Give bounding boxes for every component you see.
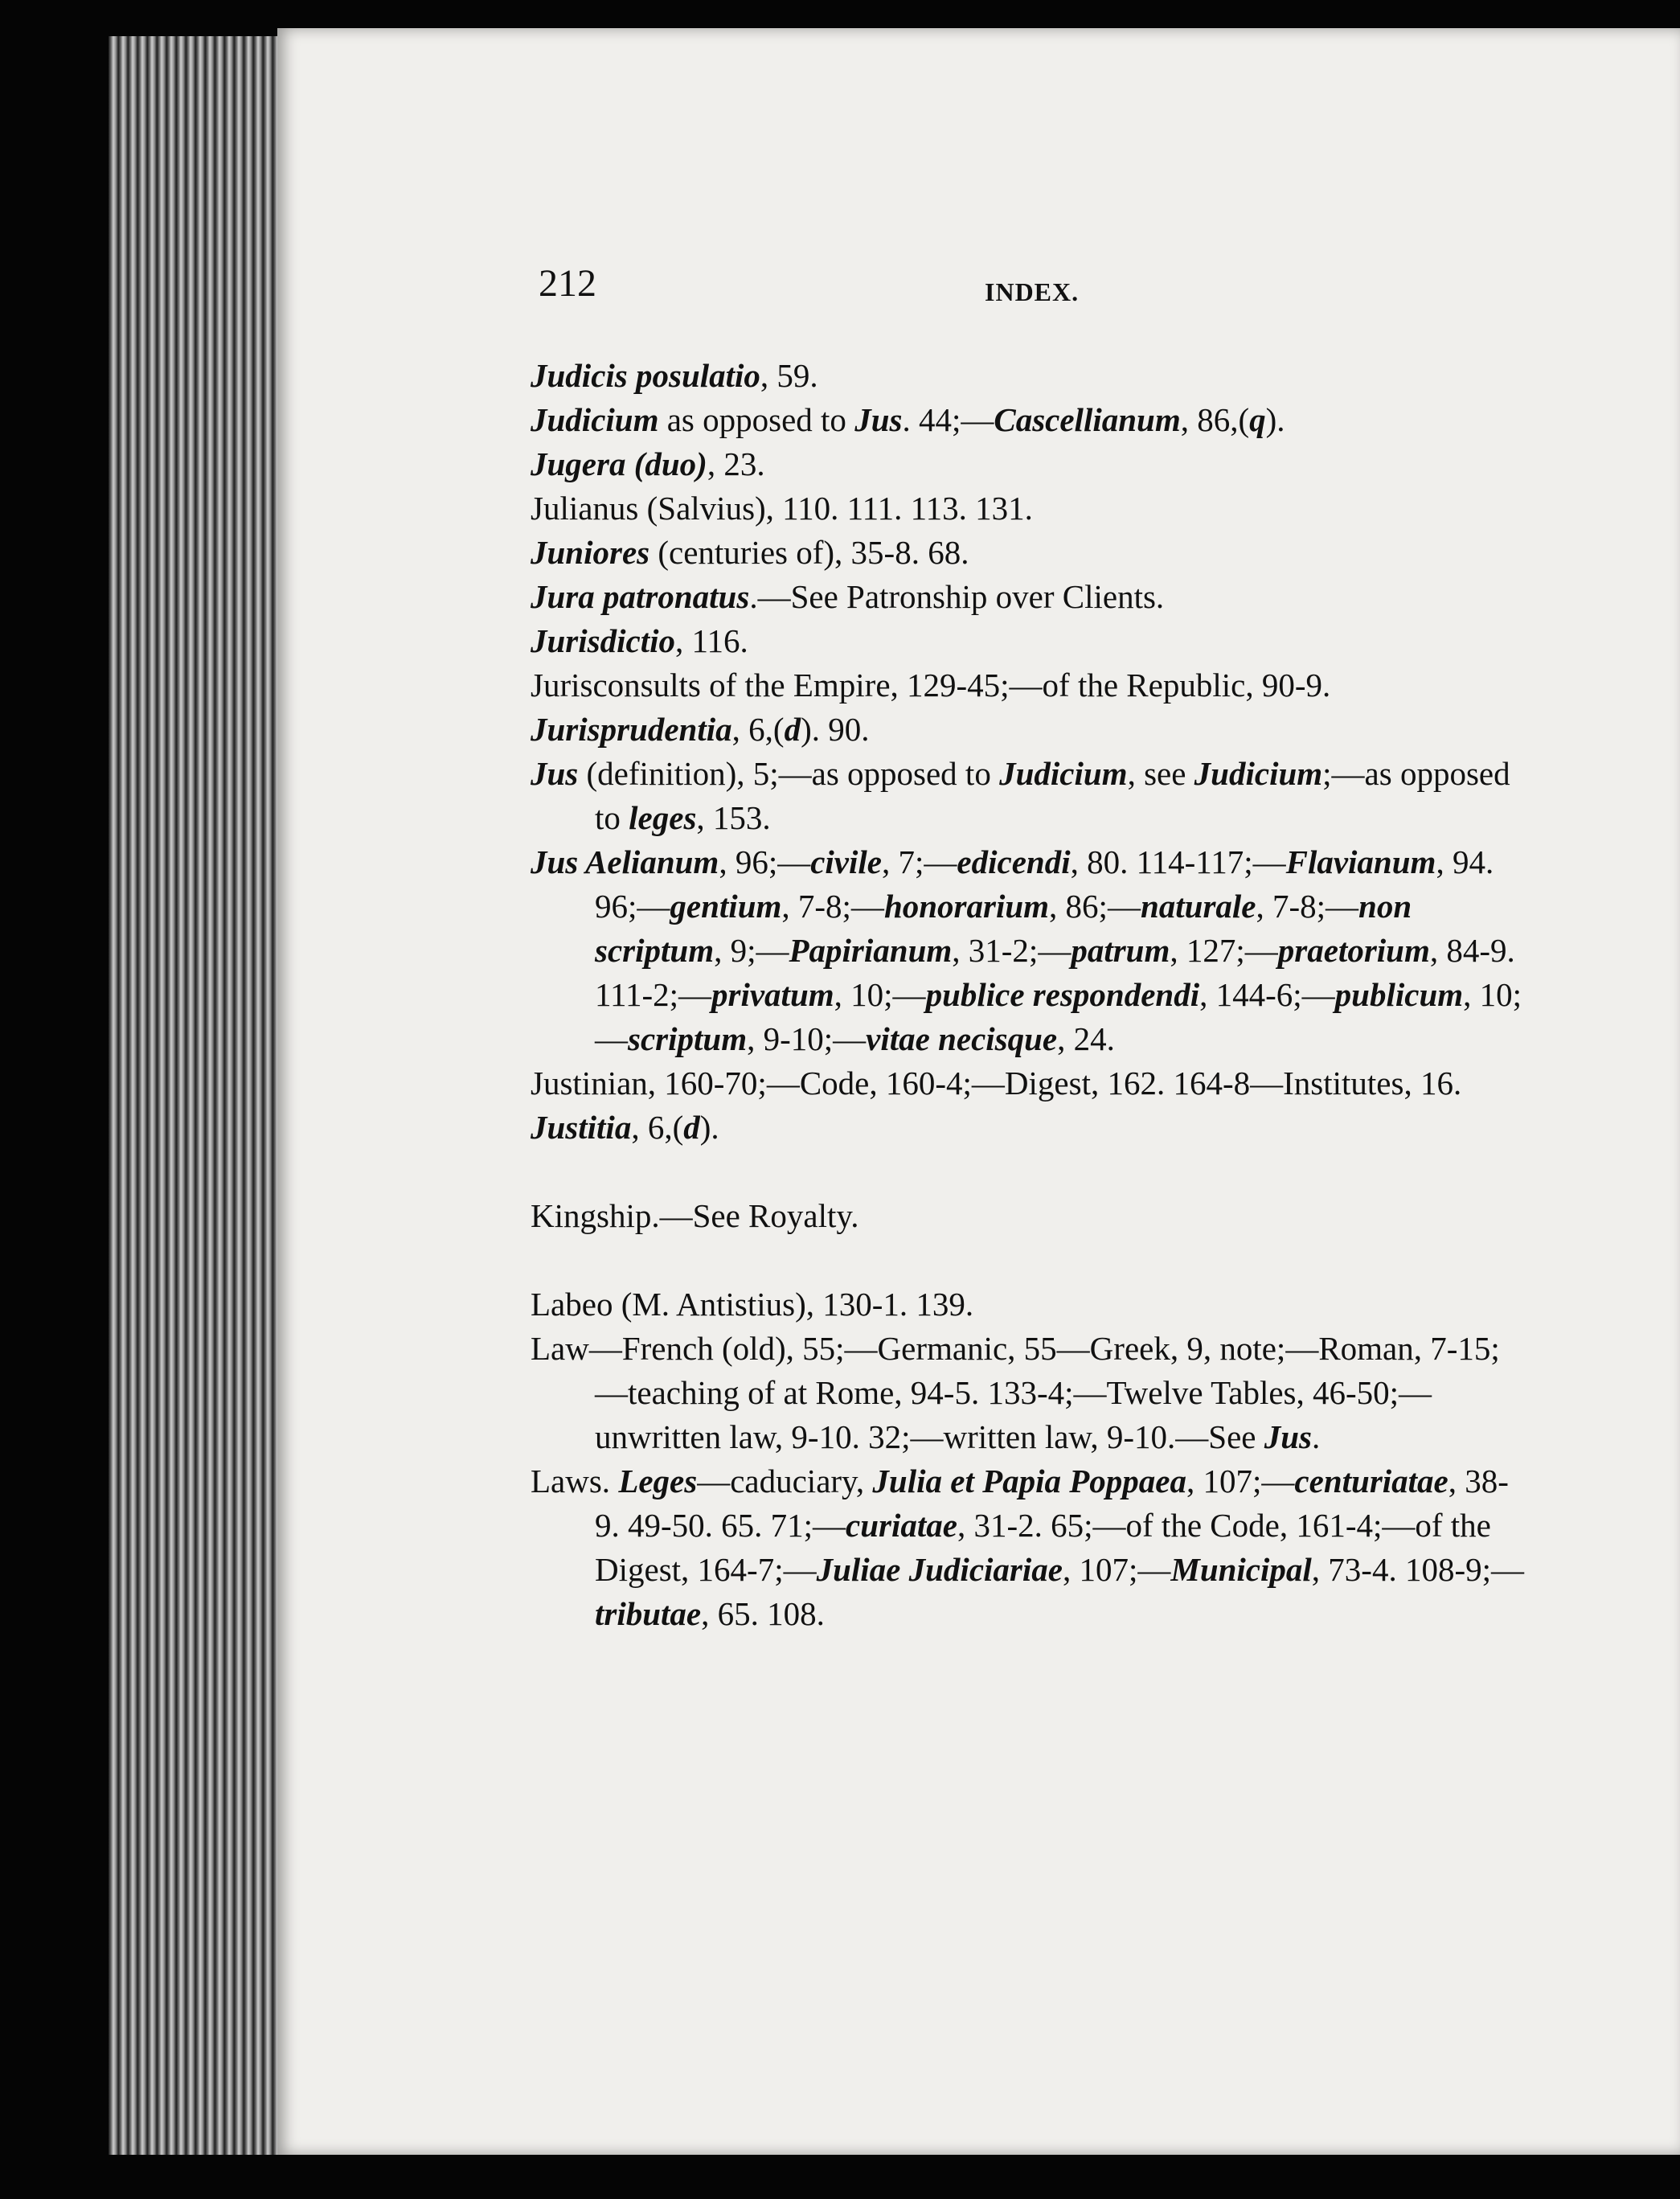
italic-term: d [683, 1109, 700, 1146]
entry-text: , 38-9. 49-50. 65. 71;— [595, 1463, 1509, 1544]
italic-term: Jurisprudentia [531, 711, 732, 748]
entry-text: , 80. 114-117;— [1070, 843, 1286, 880]
italic-term: privatum [711, 976, 834, 1013]
entry-text: , 6,( [631, 1109, 684, 1146]
italic-term: scriptum [628, 1020, 748, 1057]
index-entry [531, 840, 1531, 1061]
entry-text: ). [1265, 401, 1285, 438]
entry-text: , 31-2. 65;—of the Code, 161-4;—of the Digest, 164-7;— [595, 1507, 1491, 1588]
italic-term: Jus [854, 401, 903, 438]
entry-text: , 127;— [1170, 932, 1278, 969]
entry-text: —caduciary, [697, 1463, 873, 1500]
index-entry [531, 663, 1531, 708]
entry-text: , 73-4. 108-9;— [1311, 1551, 1524, 1588]
italic-term: Juniores [531, 534, 650, 571]
italic-term: Jura patronatus [531, 578, 750, 615]
italic-term: d [784, 711, 801, 748]
italic-term: Justitia [531, 1109, 632, 1146]
italic-term: Jus Aelianum [531, 843, 719, 880]
italic-term: q [1249, 401, 1266, 438]
entry-text: ). [699, 1109, 719, 1146]
entry-text: , 116. [674, 622, 748, 659]
entry-text: . 44;— [902, 401, 994, 438]
entry-text: , 107;— [1062, 1551, 1171, 1588]
entry-text: ;—as opposed to [595, 755, 1510, 836]
italic-term: Judicium [531, 401, 659, 438]
entry-text: , 9-10;— [747, 1020, 867, 1057]
entry-text: , 9;— [714, 932, 789, 969]
italic-term: centuriatae [1294, 1463, 1448, 1500]
index-entry [531, 708, 1531, 752]
entry-text: , 6,( [731, 711, 785, 748]
entry-text: , 86;— [1049, 888, 1141, 925]
index-entry [531, 619, 1531, 663]
italic-term: Julia et Papia Poppaea [872, 1463, 1187, 1500]
entry-text: Laws. [531, 1463, 619, 1500]
index-entry [531, 398, 1531, 442]
entry-text: (definition), 5;—as opposed to [578, 755, 1000, 792]
entry-text: , 23. [707, 445, 765, 482]
entry-text: , see [1127, 755, 1194, 792]
italic-term: Municipal [1170, 1551, 1312, 1588]
entry-text: , 107;— [1186, 1463, 1295, 1500]
entry-text: , 7;— [882, 843, 957, 880]
italic-term: vitae necisque [866, 1020, 1058, 1057]
italic-term: leges [629, 799, 697, 836]
entry-text: Julianus (Salvius), 110. 111. 113. 131. [531, 490, 1033, 527]
italic-term: Cascellianum [994, 401, 1181, 438]
entry-text: Justinian, 160-70;—Code, 160-4;—Digest, 162. 164-8—Institutes, 16. [531, 1065, 1462, 1102]
entry-text: , 144-6;— [1199, 976, 1335, 1013]
entry-text: (centuries of), 35-8. 68. [649, 534, 969, 571]
index-entry [531, 1459, 1531, 1636]
section-gap [531, 1238, 1531, 1282]
italic-term: non scriptum [595, 888, 1412, 969]
index-entry [531, 354, 1531, 398]
index-entry [531, 1061, 1531, 1106]
index-entry [531, 531, 1531, 575]
index-entry [531, 442, 1531, 486]
index-entry [531, 752, 1531, 840]
entry-text: , 65. 108. [701, 1595, 825, 1632]
index-entry [531, 1194, 1531, 1238]
italic-term: edicendi [957, 843, 1071, 880]
italic-term: Leges [618, 1463, 698, 1500]
entry-text: Labeo (M. Antistius), 130-1. 139. [531, 1286, 974, 1323]
entry-text: Law—French (old), 55;—Germanic, 55—Greek, 9, note;—Roman, 7-15;—teaching of at Rome, 94-5. 133-4;—Twelve Tables, 46-50;—unwritten law, 9-10. 32;—written law, 9-10.—See [531, 1330, 1500, 1455]
italic-term: civile [810, 843, 882, 880]
entry-text: , 7-8;— [1256, 888, 1359, 925]
italic-term: Judicium [1194, 755, 1323, 792]
italic-term: Judicis posulatio [531, 357, 760, 394]
entry-text: . [1312, 1418, 1321, 1455]
index-entry [531, 1106, 1531, 1150]
running-head: INDEX. [985, 277, 1080, 306]
italic-term: publicum [1334, 976, 1464, 1013]
entry-text: , 31-2;— [952, 932, 1072, 969]
entry-text: , 94. 96;— [595, 843, 1494, 925]
entry-text: Jurisconsults of the Empire, 129-45;—of the Republic, 90-9. [531, 667, 1331, 704]
entry-text: ). 90. [801, 711, 870, 748]
italic-term: Flavianum [1285, 843, 1436, 880]
entry-text: , 24. [1057, 1020, 1115, 1057]
entry-text: Kingship.—See Royalty. [531, 1197, 859, 1234]
index-entry [531, 1327, 1531, 1459]
italic-term: Papirianum [789, 932, 953, 969]
index-entry [531, 1282, 1531, 1327]
italic-term: honorarium [883, 888, 1050, 925]
italic-term: gentium [670, 888, 782, 925]
entry-text: .—See Patronship over Clients. [749, 578, 1165, 615]
entry-text: , 10;— [834, 976, 926, 1013]
italic-term: Judicium [999, 755, 1128, 792]
italic-term: Jurisdictio [531, 622, 675, 659]
index-entry [531, 575, 1531, 619]
italic-term: patrum [1071, 932, 1170, 969]
entry-text: , 96;— [719, 843, 811, 880]
italic-term: praetorium [1277, 932, 1430, 969]
section-gap [531, 1150, 1531, 1194]
italic-term: Jugera (duo) [531, 445, 707, 482]
entry-text: , 59. [760, 357, 818, 394]
italic-term: Jus [1264, 1418, 1312, 1455]
page-edges [109, 36, 289, 2155]
page-number: 212 [539, 262, 596, 305]
entry-text: as opposed to [658, 401, 855, 438]
entry-text: , 10;— [595, 976, 1522, 1057]
entry-text: , 86,( [1180, 401, 1250, 438]
entry-text: , 153. [696, 799, 771, 836]
italic-term: naturale [1140, 888, 1256, 925]
italic-term: curiatae [846, 1507, 957, 1544]
index-entry [531, 486, 1531, 531]
italic-term: tributae [595, 1595, 702, 1632]
italic-term: publice respondendi [925, 976, 1200, 1013]
italic-term: Jus [531, 755, 579, 792]
entry-text: , 7-8;— [781, 888, 884, 925]
italic-term: Juliae Judiciariae [816, 1551, 1063, 1588]
index-body [531, 354, 1531, 1636]
entry-text: , 84-9. 111-2;— [595, 932, 1515, 1013]
